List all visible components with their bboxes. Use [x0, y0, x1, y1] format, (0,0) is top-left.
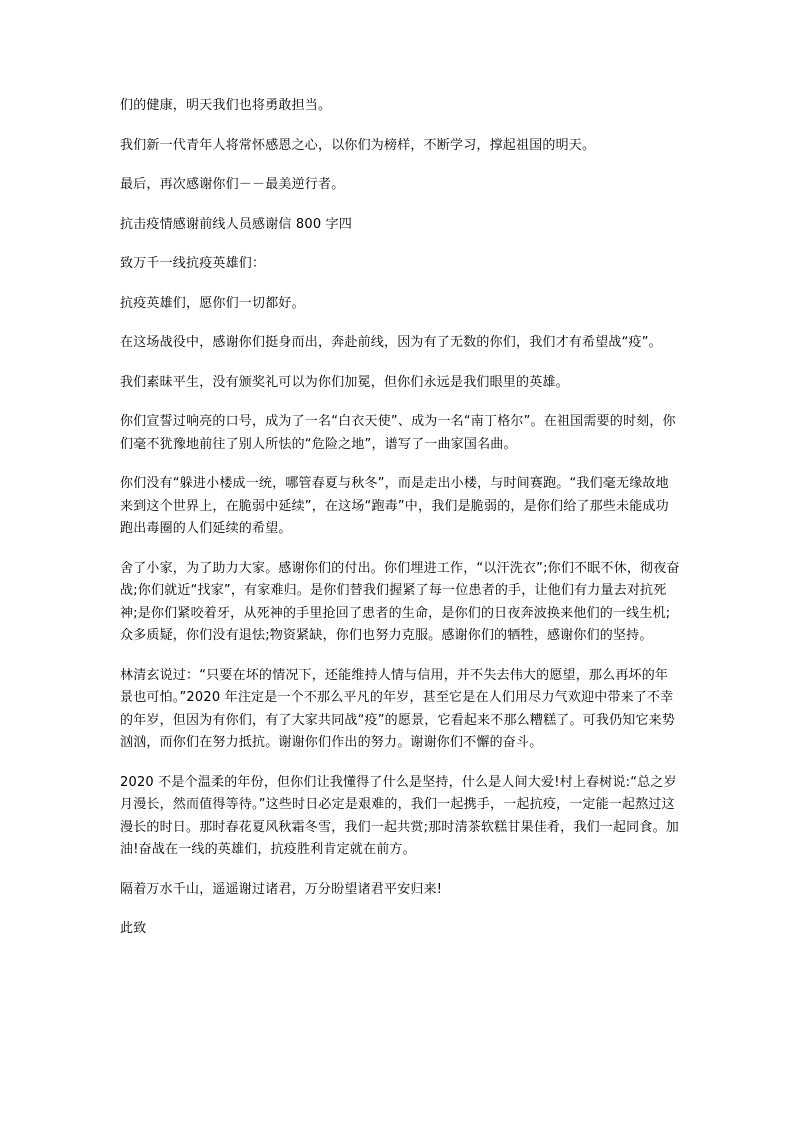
paragraph-12: 林清玄说过：“只要在坏的情况下，还能维持人情与信用，并不失去伟大的愿望，那么再坏的年景也可怕。”2020 年注定是一个不那么平凡的年岁，甚至它是在人们用尽力气欢迎中带来了不幸的年岁，但因为有你们，有了大家共同战“疫”的愿景，它看起来不那么糟糕了。可我仍知它来势汹汹，而你们在努力抵抗。谢谢你们作出的努力。谢谢你们不懈的奋斗。	[120, 667, 676, 750]
paragraph-9: 你们宣誓过响亮的口号，成为了一名“白衣天使”、成为一名“南丁格尔”。在祖国需要的时刻，你们毫不犹豫地前往了别人所怯的“危险之地”，谱写了一曲家国名曲。	[120, 414, 676, 452]
paragraph-13: 2020 不是个温柔的年份，但你们让我懂得了什么是坚持，什么是人间大爱!村上春树说:“总之岁月漫长，然而值得等待。”这些时日必定是艰难的，我们一起携手，一起抗疫，一定能一起熬过这漫长的时日。那时春花夏风秋霜冬雪，我们一起共赏;那时清茶软糕甘果佳肴，我们一起同食。加油!奋战在一线的英雄们，抗疫胜利肯定就在前方。	[120, 774, 679, 857]
greeting: 抗疫英雄们，愿你们一切都好。	[120, 295, 305, 311]
salutation: 致万千一线抗疫英雄们：	[120, 256, 266, 271]
closing: 此致	[120, 921, 147, 936]
paragraph-3: 最后，再次感谢你们－－最美逆行者。	[120, 177, 345, 192]
paragraph-10: 你们没有“躲进小楼成一统，哪管春夏与秋冬”，而是走出小楼，与时间赛跑。“我们毫无缘故地来到这个世界上，在脆弱中延续”，在这场“跑毒”中，我们是脆弱的，是你们给了那些未能成功跑出毒圈的人们延续的希望。	[120, 476, 669, 536]
paragraph-8: 我们素昧平生，没有颁奖礼可以为你们加冕，但你们永远是我们眼里的英雄。	[120, 374, 569, 390]
paragraph-2: 我们新一代青年人将常怀感恩之心，以你们为榜样，不断学习，撑起祖国的明天。	[120, 137, 596, 153]
document-page	[120, 95, 680, 958]
paragraph-14: 隔着万水千山，遥遥谢过诸君，万分盼望诸君平安归来!	[120, 881, 443, 897]
paragraph-11: 舍了小家，为了助力大家。感谢你们的付出。你们埋进工作，“以汗洗衣”;你们不眠不休，彻夜奋战;你们就近“找家”，有家难归。是你们替我们握紧了每一位患者的手，让他们有力量去对抗死神;是你们紧咬着牙，从死神的手里抢回了患者的生命，是你们的日夜奔波换来他们的一线生机;众多质疑，你们没有退怯;物资紧缺，你们也努力克服。感谢你们的牺牲，感谢你们的坚持。	[120, 560, 680, 643]
paragraph-7: 在这场战役中，感谢你们挺身而出，奔赴前线，因为有了无数的你们，我们才有希望战“疫”。	[120, 335, 662, 350]
paragraph-1: 们的健康，明天我们也将勇敢担当。	[120, 98, 332, 113]
section-title: 抗击疫情感谢前线人员感谢信 800 字四	[120, 216, 353, 232]
